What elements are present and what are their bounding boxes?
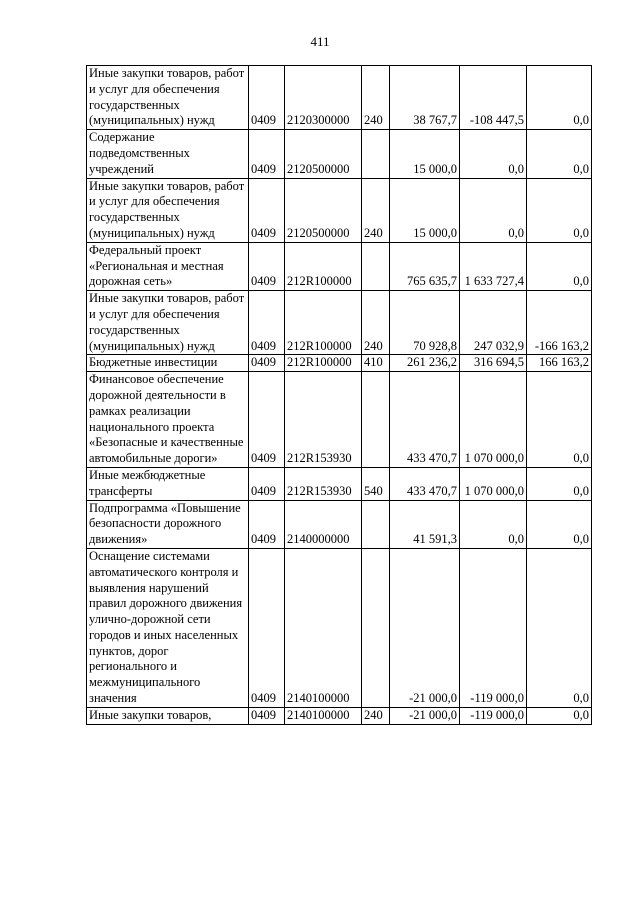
amount-2-cell: 1 633 727,4 bbox=[460, 242, 527, 290]
page-number: 411 bbox=[310, 34, 330, 49]
expense-type-cell bbox=[362, 130, 390, 178]
row-name-cell: Федеральный проект «Региональная и местная дорожная сеть» bbox=[87, 242, 249, 290]
budget-table bbox=[86, 65, 592, 725]
section-code-cell: 0409 bbox=[249, 355, 285, 372]
row-name-cell: Иные межбюджетные трансферты bbox=[87, 467, 249, 500]
section-code-cell: 0409 bbox=[249, 548, 285, 707]
target-article-cell: 212R153930 bbox=[285, 467, 362, 500]
amount-2-cell: -108 447,5 bbox=[460, 66, 527, 130]
table-row bbox=[87, 355, 592, 372]
section-code-cell: 0409 bbox=[249, 66, 285, 130]
amount-3-cell: 0,0 bbox=[527, 178, 592, 242]
table-row bbox=[87, 500, 592, 548]
amount-3-cell: -166 163,2 bbox=[527, 291, 592, 355]
expense-type-cell: 410 bbox=[362, 355, 390, 372]
amount-1-cell: 70 928,8 bbox=[390, 291, 460, 355]
row-name-cell: Содержание подведомственных учреждений bbox=[87, 130, 249, 178]
expense-type-cell: 240 bbox=[362, 707, 390, 724]
section-code-cell: 0409 bbox=[249, 500, 285, 548]
amount-2-cell: 1 070 000,0 bbox=[460, 372, 527, 468]
amount-1-cell: 38 767,7 bbox=[390, 66, 460, 130]
amount-3-cell: 166 163,2 bbox=[527, 355, 592, 372]
amount-1-cell: 765 635,7 bbox=[390, 242, 460, 290]
amount-3-cell: 0,0 bbox=[527, 707, 592, 724]
target-article-cell: 2120500000 bbox=[285, 130, 362, 178]
expense-type-cell bbox=[362, 500, 390, 548]
table-row bbox=[87, 291, 592, 355]
amount-1-cell: 433 470,7 bbox=[390, 372, 460, 468]
amount-1-cell: 15 000,0 bbox=[390, 130, 460, 178]
amount-2-cell: -119 000,0 bbox=[460, 707, 527, 724]
amount-3-cell: 0,0 bbox=[527, 548, 592, 707]
table-row bbox=[87, 178, 592, 242]
section-code-cell: 0409 bbox=[249, 242, 285, 290]
amount-3-cell: 0,0 bbox=[527, 372, 592, 468]
section-code-cell: 0409 bbox=[249, 291, 285, 355]
expense-type-cell bbox=[362, 548, 390, 707]
row-name-cell: Финансовое обеспечение дорожной деятельности в рамках реализации национального проекта «Безопасные и качественные автомобильные дороги» bbox=[87, 372, 249, 468]
row-name-cell: Иные закупки товаров, работ и услуг для обеспечения государственных (муниципальных) нужд bbox=[87, 66, 249, 130]
table-row bbox=[87, 242, 592, 290]
target-article-cell: 2120300000 bbox=[285, 66, 362, 130]
amount-3-cell: 0,0 bbox=[527, 130, 592, 178]
row-name-cell: Иные закупки товаров, bbox=[87, 707, 249, 724]
table-row bbox=[87, 548, 592, 707]
amount-1-cell: 433 470,7 bbox=[390, 467, 460, 500]
expense-type-cell: 540 bbox=[362, 467, 390, 500]
amount-1-cell: -21 000,0 bbox=[390, 548, 460, 707]
section-code-cell: 0409 bbox=[249, 707, 285, 724]
budget-table-body bbox=[87, 66, 592, 725]
amount-3-cell: 0,0 bbox=[527, 66, 592, 130]
expense-type-cell: 240 bbox=[362, 291, 390, 355]
amount-2-cell: 0,0 bbox=[460, 178, 527, 242]
amount-2-cell: 316 694,5 bbox=[460, 355, 527, 372]
section-code-cell: 0409 bbox=[249, 467, 285, 500]
amount-1-cell: 15 000,0 bbox=[390, 178, 460, 242]
table-row bbox=[87, 467, 592, 500]
expense-type-cell bbox=[362, 372, 390, 468]
amount-2-cell: 0,0 bbox=[460, 130, 527, 178]
table-row bbox=[87, 372, 592, 468]
expense-type-cell bbox=[362, 242, 390, 290]
amount-1-cell: -21 000,0 bbox=[390, 707, 460, 724]
amount-1-cell: 261 236,2 bbox=[390, 355, 460, 372]
expense-type-cell: 240 bbox=[362, 178, 390, 242]
table-row bbox=[87, 130, 592, 178]
target-article-cell: 212R100000 bbox=[285, 242, 362, 290]
target-article-cell: 2140100000 bbox=[285, 548, 362, 707]
target-article-cell: 212R100000 bbox=[285, 355, 362, 372]
amount-2-cell: -119 000,0 bbox=[460, 548, 527, 707]
target-article-cell: 212R100000 bbox=[285, 291, 362, 355]
target-article-cell: 2140100000 bbox=[285, 707, 362, 724]
section-code-cell: 0409 bbox=[249, 130, 285, 178]
target-article-cell: 212R153930 bbox=[285, 372, 362, 468]
row-name-cell: Иные закупки товаров, работ и услуг для обеспечения государственных (муниципальных) нужд bbox=[87, 178, 249, 242]
table-row bbox=[87, 66, 592, 130]
amount-2-cell: 247 032,9 bbox=[460, 291, 527, 355]
amount-3-cell: 0,0 bbox=[527, 500, 592, 548]
row-name-cell: Иные закупки товаров, работ и услуг для обеспечения государственных (муниципальных) нужд bbox=[87, 291, 249, 355]
section-code-cell: 0409 bbox=[249, 372, 285, 468]
amount-1-cell: 41 591,3 bbox=[390, 500, 460, 548]
amount-2-cell: 1 070 000,0 bbox=[460, 467, 527, 500]
amount-3-cell: 0,0 bbox=[527, 467, 592, 500]
expense-type-cell: 240 bbox=[362, 66, 390, 130]
section-code-cell: 0409 bbox=[249, 178, 285, 242]
amount-2-cell: 0,0 bbox=[460, 500, 527, 548]
target-article-cell: 2120500000 bbox=[285, 178, 362, 242]
target-article-cell: 2140000000 bbox=[285, 500, 362, 548]
row-name-cell: Бюджетные инвестиции bbox=[87, 355, 249, 372]
table-row bbox=[87, 707, 592, 724]
amount-3-cell: 0,0 bbox=[527, 242, 592, 290]
row-name-cell: Оснащение системами автоматического контроля и выявления нарушений правил дорожного движения улично-дорожной сети городов и иных населенных пунктов, дорог регионального и межмуниципального значения bbox=[87, 548, 249, 707]
row-name-cell: Подпрограмма «Повышение безопасности дорожного движения» bbox=[87, 500, 249, 548]
